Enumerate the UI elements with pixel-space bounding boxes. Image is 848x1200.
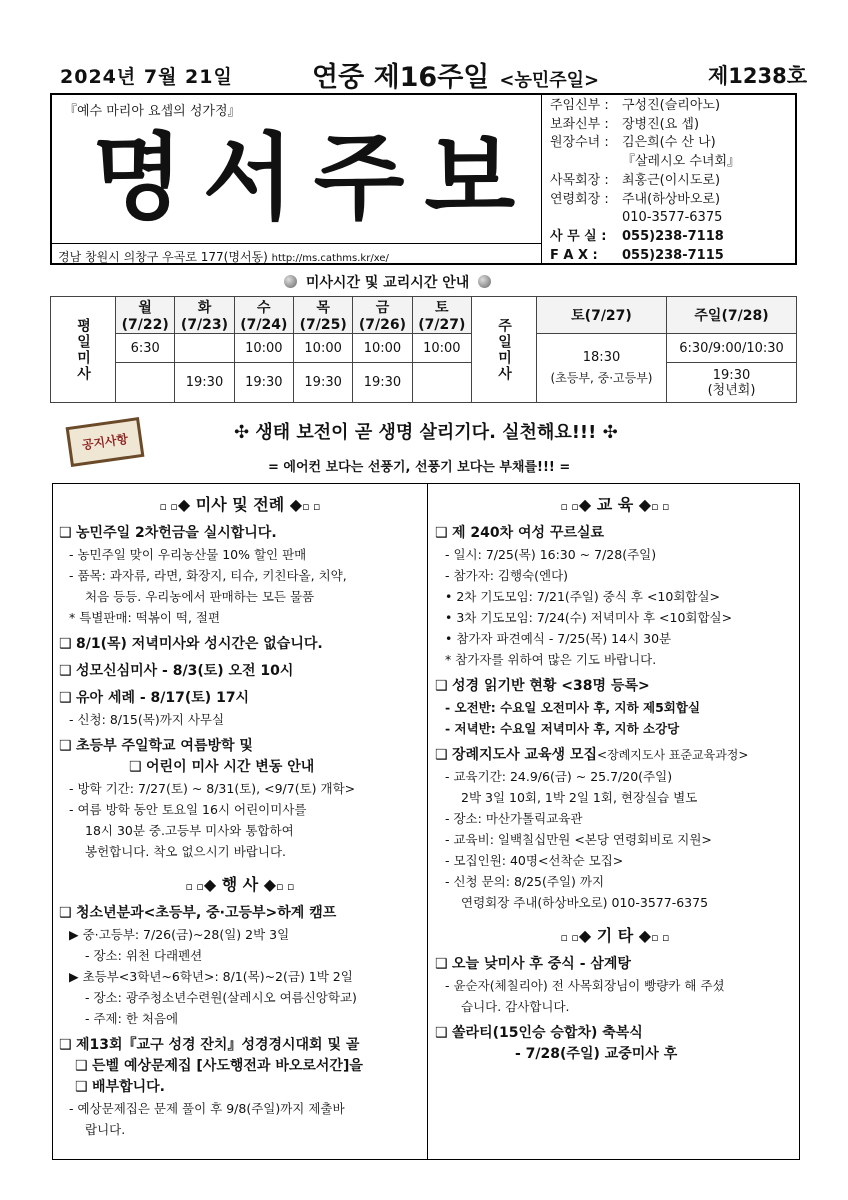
day-header: 월(7/22) [116, 297, 175, 334]
staff-name: 장병진(요 셉) [622, 116, 700, 132]
notice-detail: * 참가자를 위하여 많은 기도 바랍니다. [445, 652, 657, 667]
staff-name: 010-3577-6375 [622, 210, 723, 226]
section-title-education: ▫ ▫◆ 교 육 ◆▫ ▫ [560, 495, 670, 514]
notice-detail: 처음 등등. 우리농에서 판매하는 모든 물품 [85, 589, 315, 604]
staff-row [550, 228, 795, 247]
mass-time: 19:30 [353, 363, 412, 403]
day-header: 주일(7/28) [667, 297, 797, 334]
staff-role: 연령회장 : [550, 191, 609, 207]
sunday-title-sub: <농민주일> [499, 70, 600, 91]
sunday-title [312, 55, 599, 94]
staff-role: F A X : [550, 247, 598, 263]
notice-detail: - 일시: 7/25(목) 16:30 ~ 7/28(주일) [445, 547, 657, 562]
schedule-heading-text: 미사시간 및 교리시간 안내 [305, 275, 470, 291]
notice-detail: ▶ 초등부<3학년~6학년>: 8/1(목)~2(금) 1박 2일 [69, 969, 353, 984]
mass-time: 19:30 [234, 363, 293, 403]
section-title-text: 미사 및 전례 [195, 495, 285, 514]
mass-time: 19:30 [293, 363, 352, 403]
sunday-label: 주일미사 [472, 297, 537, 403]
notice-detail: 습니다. 감사합니다. [461, 999, 570, 1014]
sunday-title-main: 연중 제16주일 [312, 62, 490, 93]
issue-number: 제1238호 [708, 64, 808, 88]
mass-time: 19:30 [175, 363, 234, 403]
notice-detail: - 품목: 과자류, 라면, 화장지, 티슈, 키친타올, 치약, [69, 568, 347, 583]
notice-detail: - 장소: 마산가톨릭교육관 [445, 811, 583, 826]
notice-item: ❑ 성경 읽기반 현황 <38명 등록> [435, 676, 795, 697]
notice-detail: - 윤순자(체칠리아) 전 사목회장님이 빵량카 해 주셨 [445, 978, 725, 993]
staff-role: 보좌신부 : [550, 116, 609, 132]
notice-subline: = 에어컨 보다는 선풍기, 선풍기 보다는 부채를!!! = [268, 460, 571, 475]
mass-time: 18:30 [582, 350, 621, 365]
notice-detail: - 교육기간: 24.9/6(금) ~ 25.7/20(주일) [445, 769, 673, 784]
mass-note: (초등부, 중·고등부) [550, 371, 653, 385]
notice-detail: 연령회장 주내(하상바오로) 010-3577-6375 [461, 895, 709, 910]
mass-schedule-table [50, 296, 797, 403]
bullet-icon [284, 275, 297, 288]
staff-row [550, 153, 795, 172]
day-header: 목(7/25) [293, 297, 352, 334]
masthead [50, 93, 797, 265]
staff-role: 주임신부 : [550, 98, 609, 113]
section-title-events: ▫ ▫◆ 행 사 ◆▫ ▫ [185, 875, 295, 894]
section-title-text: 기 타 [596, 926, 634, 945]
mass-time [116, 363, 175, 403]
notice-detail: - 장소: 광주청소년수련원(살레시오 여름신앙학교) [85, 990, 357, 1005]
website-link[interactable]: http://ms.cathms.kr/xe/ [271, 253, 389, 264]
content-box [52, 483, 800, 1160]
notice-detail: - 장소: 위천 다래펜션 [85, 948, 203, 963]
day-header: 수(7/24) [234, 297, 293, 334]
logo: 명서주보 [92, 123, 536, 233]
day-header: 토(7/27) [412, 297, 471, 334]
notice-item-cont: ❑ 든벨 예상문제집 [사도행전과 바오로서간]을 [59, 1056, 421, 1077]
staff-name: 055)238-7118 [622, 228, 724, 244]
notice-detail: - 참가자: 김행숙(엔다) [445, 568, 569, 583]
staff-row [550, 191, 795, 210]
mass-time: 10:00 [234, 334, 293, 363]
mass-time: 10:00 [412, 334, 471, 363]
notice-item-text: 장례지도사 교육생 모집 [452, 747, 598, 763]
staff-row [550, 134, 795, 153]
day-header: 토(7/27) [537, 297, 667, 334]
notice-item: ❑ 초등부 주일학교 여름방학 및 [59, 736, 421, 757]
notice-detail: - 예상문제집은 문제 풀이 후 9/8(주일)까지 제출바 [69, 1101, 345, 1116]
notice-item: ❑ 유아 세례 - 8/17(토) 17시 [59, 688, 421, 709]
notice-headline: ✣ 생태 보전이 곧 생명 살리기다. 실천해요!!! ✣ [234, 422, 618, 443]
notice-item-cont: ❑ 어린이 미사 시간 변동 안내 [59, 757, 421, 778]
right-column [435, 492, 795, 1065]
staff-role: 사 무 실 : [550, 228, 607, 244]
notice-detail: 봉헌합니다. 착오 없으시기 바랍니다. [85, 844, 286, 859]
notice-item: ❑ 청소년분과<초등부, 중·고등부>하계 캠프 [59, 903, 421, 924]
staff-row [550, 116, 795, 135]
staff-role: 원장수녀 : [550, 135, 609, 151]
mass-note: (청년회) [707, 382, 756, 398]
bullet-icon [478, 275, 491, 288]
notice-detail: - 방학 기간: 7/27(토) ~ 8/31(토), <9/7(토) 개학> [69, 781, 356, 796]
sat-mass [537, 334, 667, 403]
notice-detail: ▶ 중·고등부: 7/26(금)~28(일) 2박 3일 [69, 927, 290, 942]
notice-detail: 18시 30분 중.고등부 미사와 통합하여 [85, 823, 294, 838]
mass-time: 6:30/9:00/10:30 [667, 334, 797, 363]
notice-detail: - 7/28(주일) 교중미사 후 [515, 1046, 678, 1062]
notice-item: ❑ 8/1(목) 저녁미사와 성시간은 없습니다. [59, 634, 421, 655]
address-text: 경남 창원시 의창구 우곡로 177(명서동) [58, 250, 268, 264]
staff-name: 구성진(슬리아노) [622, 98, 721, 113]
notice-item: ❑ 제13회『교구 성경 잔치』성경경시대회 및 골 [59, 1035, 421, 1056]
notice-item: ❑ 제 240차 여성 꾸르실료 [435, 523, 795, 544]
masthead-logo-area [52, 95, 542, 243]
mass-time: 10:00 [353, 334, 412, 363]
notice-item: ❑ 쏠라티(15인승 승합차) 축복식 [435, 1023, 795, 1044]
schedule-heading [280, 272, 495, 292]
notice-detail: - 주제: 한 처음에 [85, 1011, 179, 1026]
staff-name: 055)238-7115 [622, 247, 724, 263]
mass-time: 19:30 [712, 367, 751, 383]
notice-detail: - 모집인원: 40명<선착순 모집> [445, 853, 624, 868]
weekday-label: 평일미사 [51, 297, 116, 403]
section-title-misc: ▫ ▫◆ 기 타 ◆▫ ▫ [560, 926, 670, 945]
staff-name: 김은희(수 산 나) [622, 135, 716, 151]
staff-row [550, 247, 795, 266]
issue-date: 2024년 7월 21일 [60, 66, 233, 88]
staff-row [550, 97, 795, 116]
notice-detail: 랍니다. [85, 1122, 126, 1137]
section-title-liturgy: ▫ ▫◆ 미사 및 전례 ◆▫ ▫ [159, 495, 321, 514]
notice-detail: * 특별판매: 떡볶이 떡, 절편 [69, 610, 221, 625]
notice-detail: - 신청: 8/15(목)까지 사무실 [69, 712, 225, 727]
staff-name: 최홍근(이시도로) [622, 172, 721, 188]
mass-time: 10:00 [293, 334, 352, 363]
notice-item [435, 745, 795, 766]
notice-item: ❑ 농민주일 2차헌금을 실시합니다. [59, 523, 421, 544]
staff-name: 주내(하상바오로) [622, 191, 721, 207]
notice-detail: - 농민주일 맞이 우리농산물 10% 할인 판매 [69, 547, 307, 562]
notice-detail: • 3차 기도모임: 7/24(수) 저녁미사 후 <10회합실> [445, 610, 733, 625]
notice-detail: • 참가자 파견예식 - 7/25(목) 14시 30분 [445, 631, 672, 646]
section-title-text: 교 육 [596, 495, 634, 514]
staff-role [550, 209, 622, 228]
notice-detail: - 오전반: 수요일 오전미사 후, 지하 제5회합실 [445, 700, 701, 715]
notice-detail: - 교육비: 일백칠십만원 <본당 연령회비로 지원> [445, 832, 712, 847]
notice-detail: - 여름 방학 동안 토요일 16시 어린이미사를 [69, 802, 307, 817]
address [52, 243, 542, 265]
notice-item-sub: <장례지도사 표준교육과정> [597, 748, 749, 762]
staff-name: 『살레시오 수녀회』 [622, 154, 741, 170]
day-header: 화(7/23) [175, 297, 234, 334]
notice-detail: - 신청 문의: 8/25(주일) 까지 [445, 874, 605, 889]
staff-list [550, 97, 795, 265]
column-divider [427, 484, 428, 1159]
staff-role [550, 153, 622, 172]
section-title-text: 행 사 [221, 875, 259, 894]
staff-role: 사목회장 : [550, 172, 609, 188]
notice-detail: 2박 3일 10회, 1박 2일 1회, 현장실습 별도 [461, 790, 698, 805]
staff-row [550, 209, 795, 228]
sun-evening-mass [667, 363, 797, 403]
day-header: 금(7/26) [353, 297, 412, 334]
notice-item: ❑ 오늘 낮미사 후 중식 - 삼계탕 [435, 954, 795, 975]
mass-time: 6:30 [116, 334, 175, 363]
mass-time [175, 334, 234, 363]
mass-time [412, 363, 471, 403]
left-column [59, 492, 421, 1140]
notice-item-cont: ❑ 배부합니다. [59, 1077, 421, 1098]
notice-icon: 공지사항 [66, 417, 145, 467]
tagline: 『예수 마리아 요셉의 성가정』 [64, 104, 241, 119]
staff-row [550, 172, 795, 191]
notice-detail: - 저녁반: 수요일 저녁미사 후, 지하 소강당 [445, 721, 680, 736]
notice-item: ❑ 성모신심미사 - 8/3(토) 오전 10시 [59, 661, 421, 682]
notice-detail: • 2차 기도모임: 7/21(주일) 중식 후 <10회합실> [445, 589, 721, 604]
